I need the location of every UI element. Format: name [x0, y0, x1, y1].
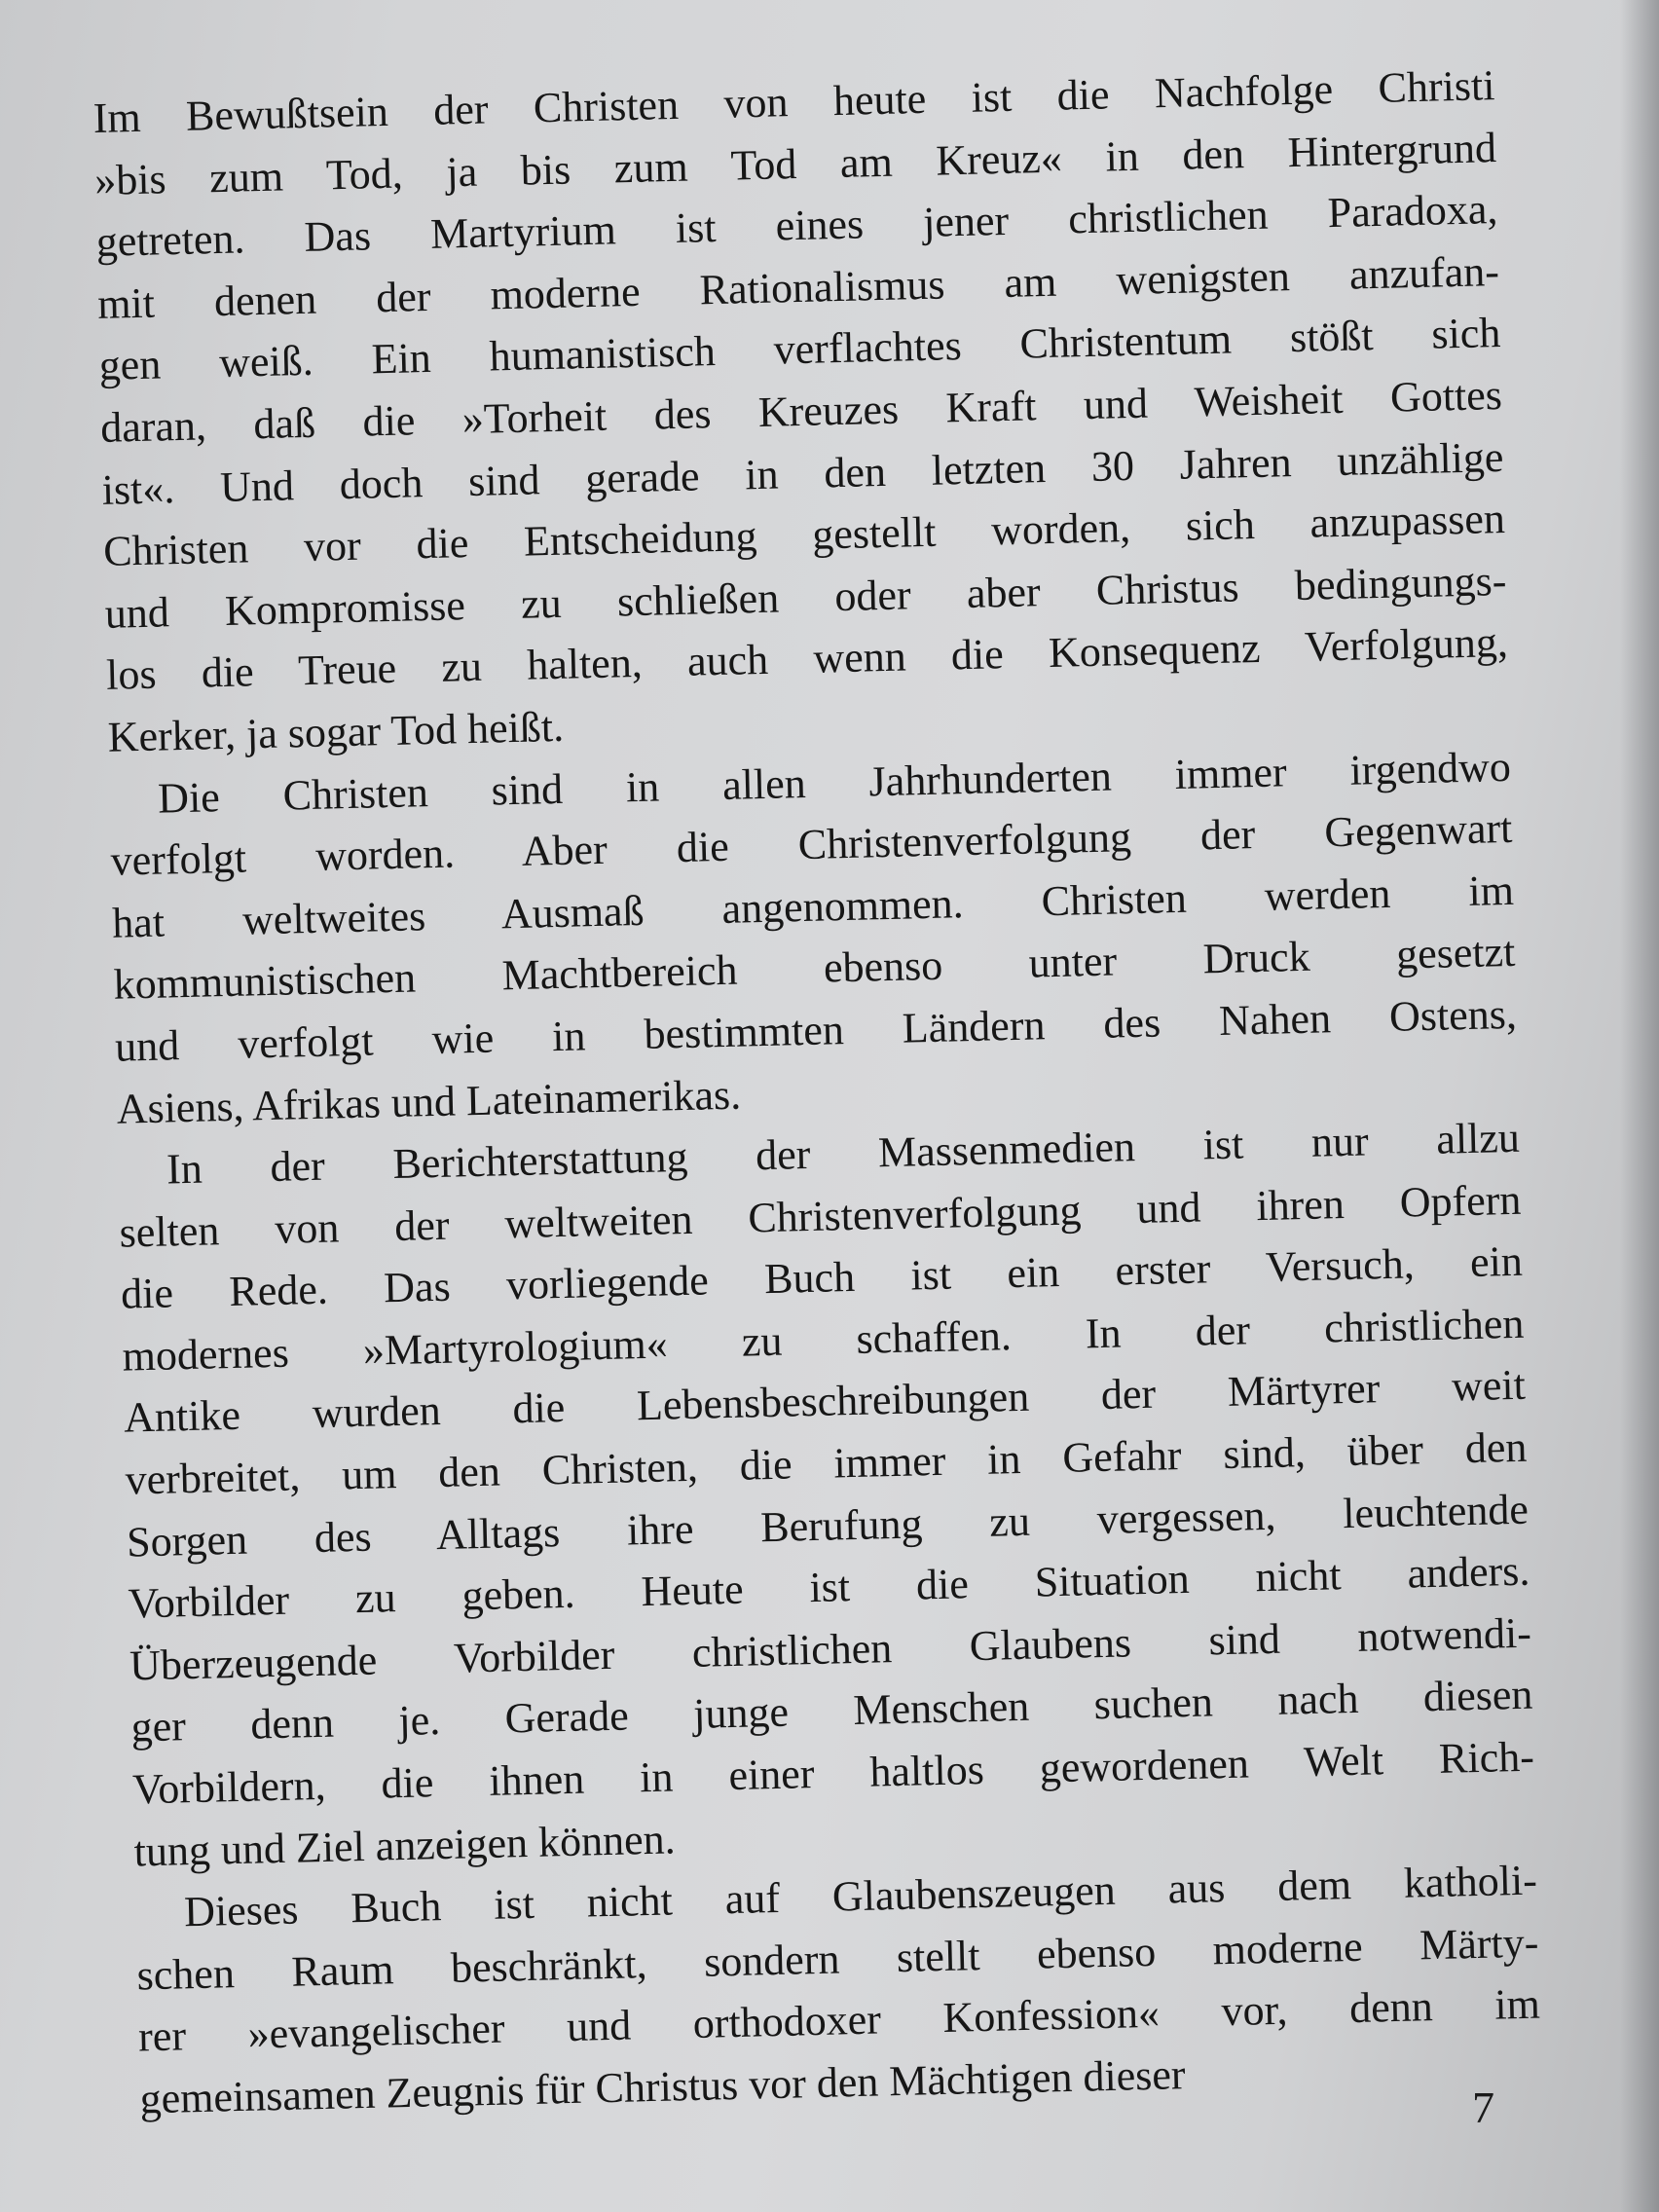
text-line: Im Bewußtsein der Christen von heute ist die Nachfolge Christi — [92, 61, 1495, 142]
text-line: tung und Ziel anzeigen können. — [133, 1815, 677, 1876]
text-line: Dieses Buch ist nicht auf Glaubenszeugen aus dem katholi- — [183, 1856, 1538, 1936]
text-line: gemeinsamen Zeugnis für Christus vor den Mächtigen dieser — [139, 2050, 1187, 2123]
text-line: getreten. Das Martyrium ist eines jener christlichen Paradoxa, — [95, 185, 1498, 267]
text-line: und verfolgt wie in bestimmten Ländern des Nahen Ostens, — [114, 989, 1518, 1071]
text-line: »bis zum Tod, ja bis zum Tod am Kreuz« in den Hintergrund — [93, 123, 1497, 204]
text-line: ist«. Und doch sind gerade in den letzten 30 Jahren unzählige — [101, 432, 1504, 514]
text-line: Asiens, Afrikas und Lateinamerikas. — [116, 1070, 742, 1133]
text-line: Überzeugende Vorbilder christlichen Glaubens sind notwendi- — [129, 1608, 1532, 1690]
text-line: mit denen der moderne Rationalismus am wenigsten anzufan- — [96, 246, 1500, 328]
text-line: Vorbildern, die ihnen in einer haltlos gewordenen Welt Rich- — [131, 1732, 1535, 1814]
text-line: rer »evangelischer und orthodoxer Konfession« vor, denn im — [137, 1979, 1541, 2061]
text-line: Antike wurden die Lebensbeschreibungen der Märtyrer weit — [123, 1361, 1527, 1443]
paragraph — [92, 55, 1510, 768]
text-line: schen Raum beschränkt, sondern stellt ebenso moderne Märty- — [136, 1918, 1539, 2000]
text-line: und Kompromisse zu schließen oder aber Christus bedingungs- — [104, 556, 1507, 638]
page-number: 7 — [1472, 2083, 1494, 2132]
text-line: die Rede. Das vorliegende Buch ist ein erster Versuch, ein — [120, 1237, 1524, 1318]
text-line: los die Treue zu halten, auch wenn die Konsequenz Verfolgung, — [105, 618, 1509, 700]
page-body — [92, 55, 1542, 2130]
paragraph — [134, 1850, 1542, 2130]
page-edge-shadow — [1620, 0, 1659, 2212]
text-line: gen weiß. Ein humanistisch verflachtes Christentum stößt sich — [98, 309, 1501, 390]
text-line: ger denn je. Gerade junge Menschen suchen nach diesen — [130, 1671, 1533, 1751]
text-line: Vorbilder zu geben. Heute ist die Situation nicht anders. — [128, 1546, 1530, 1628]
text-line: Kerker, ja sogar Tod heißt. — [107, 702, 565, 761]
text-line: Christen vor die Entscheidung gestellt worden, sich anzupassen — [102, 495, 1506, 576]
text-line: modernes »Martyrologium« zu schaffen. In der christlichen — [122, 1299, 1525, 1381]
text-line: verfolgt worden. Aber die Christenverfolgung der Gegenwart — [110, 803, 1513, 885]
text-line: daran, daß die »Torheit des Kreuzes Kraft und Weisheit Gottes — [99, 370, 1503, 452]
text-line: Sorgen des Alltags ihre Berufung zu vergessen, leuchtende — [126, 1485, 1530, 1567]
text-line: hat weltweites Ausmaß angenommen. Christen werden im — [111, 866, 1515, 947]
text-line: verbreitet, um den Christen, die immer in Gefahr sind, über den — [125, 1422, 1528, 1504]
paragraph — [117, 1107, 1536, 1883]
text-line: Die Christen sind in allen Jahrhunderten immer irgendwo — [157, 742, 1512, 823]
paragraph — [108, 735, 1519, 1139]
text-line: kommunistischen Machtbereich ebenso unter Druck gesetzt — [113, 928, 1516, 1010]
text-line: selten von der weltweiten Christenverfolgung und ihren Opfern — [119, 1175, 1522, 1257]
text-line: In der Berichterstattung der Massenmedien ist nur allzu — [166, 1113, 1521, 1194]
